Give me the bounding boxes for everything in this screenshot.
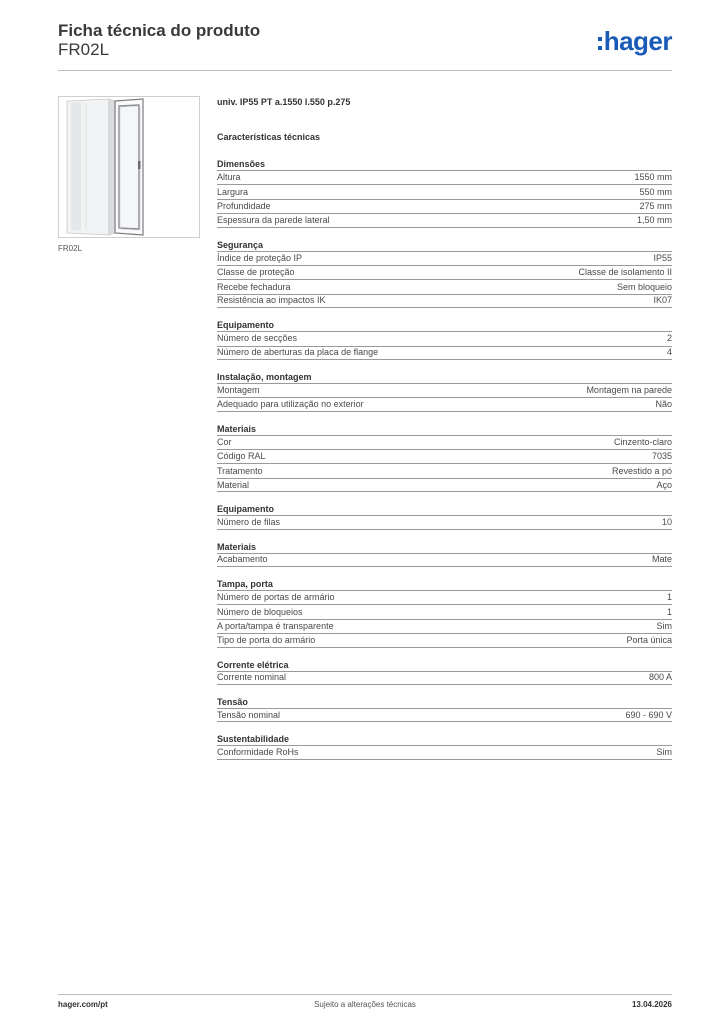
cabinet-illustration-icon [59,97,199,237]
spec-label: Número de bloqueios [217,606,303,617]
spec-row [217,633,672,647]
spec-value: 275 mm [639,200,672,211]
logo-dots-icon [598,37,602,50]
product-image-caption: FR02L [58,244,83,253]
spec-row [217,590,672,604]
spec-group-equipamento [217,319,672,360]
spec-label: Largura [217,186,249,197]
spec-row [217,478,672,492]
spec-label: Número de secções [217,333,298,344]
spec-group-title: Dimensões [217,159,266,169]
spec-label: Classe de proteção [217,267,295,278]
spec-value: 4 [666,347,672,358]
spec-row [217,553,672,567]
spec-row [217,435,672,449]
spec-group-seguranca [217,239,672,309]
spec-group-title: Tampa, porta [217,579,273,590]
spec-label: Adequado para utilização no exterior [217,398,364,409]
spec-label: Código RAL [217,451,266,462]
spec-row [217,397,672,411]
spec-row [217,708,672,722]
spec-group-title: Segurança [217,239,264,250]
spec-row [217,449,672,463]
logo-wordmark: hager [603,26,672,56]
spec-row [217,671,672,685]
footer-date: 13.04.2026 [631,1000,672,1009]
spec-value: 800 A [648,672,672,683]
spec-label: Corrente nominal [217,672,287,683]
spec-row [217,213,672,227]
spec-label: Resistência ao impactos IK [217,295,326,306]
spec-row [217,619,672,633]
spec-value: Porta única [626,634,672,645]
spec-value: 1,50 mm [636,214,672,225]
spec-value: Classe de isolamento II [578,267,672,278]
spec-group-materiais-acabamento [217,541,672,567]
spec-label: Tipo de porta do armário [217,634,316,645]
spec-group-title: Materiais [217,541,257,552]
spec-group-corrente [217,659,672,685]
spec-label: Número de portas de armário [217,592,335,603]
spec-value: Aço [656,479,672,490]
spec-value: 1 [666,606,672,617]
spec-group-sustentabilidade [217,733,672,759]
spec-group-title: Equipamento [217,320,275,331]
spec-label: A porta/tampa é transparente [217,621,334,631]
spec-row [217,745,672,759]
spec-label: Profundidade [217,200,271,211]
spec-value: 1550 mm [634,172,672,183]
spec-group-equipamento-filas [217,503,672,529]
spec-group-dimensoes [217,158,672,228]
spec-value: Mate [651,554,672,565]
spec-label: Índice de proteção IP [217,252,303,263]
spec-row [217,383,672,397]
spec-row [217,170,672,184]
spec-group-title: Instalação, montagem [217,371,312,382]
spec-group-title: Equipamento [217,504,275,515]
spec-value: Não [655,398,672,409]
spec-row [217,604,672,618]
product-description: univ. IP55 PT a.1550 l.550 p.275 [217,97,351,107]
spec-value: Revestido a pó [611,465,672,476]
spec-row [217,294,672,308]
spec-group-tensao [217,696,672,722]
spec-label: Acabamento [217,554,268,565]
page-footer [58,994,672,1019]
spec-value: IP55 [653,252,672,263]
spec-row [217,463,672,477]
spec-sheet [217,96,672,771]
spec-value: Cinzento-claro [613,436,672,447]
spec-value: IK07 [653,295,672,306]
spec-group-title: Materiais [217,423,257,434]
spec-row [217,279,672,293]
page-header [58,20,672,71]
spec-value: 7035 [651,451,672,462]
spec-group-title: Corrente elétrica [217,659,289,670]
spec-row [217,265,672,279]
hager-logo [598,26,672,56]
document-title: Ficha técnica do produto [58,21,261,40]
spec-value: 10 [661,516,672,527]
spec-row [217,251,672,265]
spec-label: Tratamento [217,465,263,476]
spec-value: 2 [666,333,672,344]
spec-value: 1 [666,592,672,603]
spec-row [217,515,672,529]
spec-label: Montagem [217,385,260,396]
footer-note: Sujeito a alterações técnicas [314,1000,416,1009]
spec-group-instalacao [217,371,672,412]
spec-heading: Características técnicas [217,132,321,142]
spec-label: Recebe fechadura [217,281,291,292]
spec-value: Montagem na parede [586,385,672,396]
spec-label: Material [217,479,250,490]
spec-value: Sim [656,621,672,631]
spec-value: 550 mm [639,186,672,197]
spec-label: Número de filas [217,516,281,527]
product-image [58,96,200,238]
footer-website-link[interactable]: hager.com/pt [58,1000,108,1009]
spec-label: Altura [217,172,241,183]
spec-label: Conformidade RoHs [217,747,299,758]
product-code-title: FR02L [58,40,110,59]
spec-label: Número de aberturas da placa de flange [217,347,379,358]
spec-label: Cor [217,436,232,447]
spec-group-tampa-porta [217,578,672,648]
spec-value: 690 - 690 V [625,709,672,720]
spec-label: Tensão nominal [217,709,281,720]
spec-row [217,346,672,360]
spec-value: Sim [656,747,672,758]
spec-value: Sem bloqueio [616,281,672,292]
spec-group-title: Sustentabilidade [217,734,290,745]
spec-group-materiais [217,423,672,493]
spec-group-title: Tensão [217,696,248,707]
spec-row [217,184,672,198]
spec-label: Espessura da parede lateral [217,214,330,225]
spec-row [217,331,672,345]
spec-row [217,199,672,213]
